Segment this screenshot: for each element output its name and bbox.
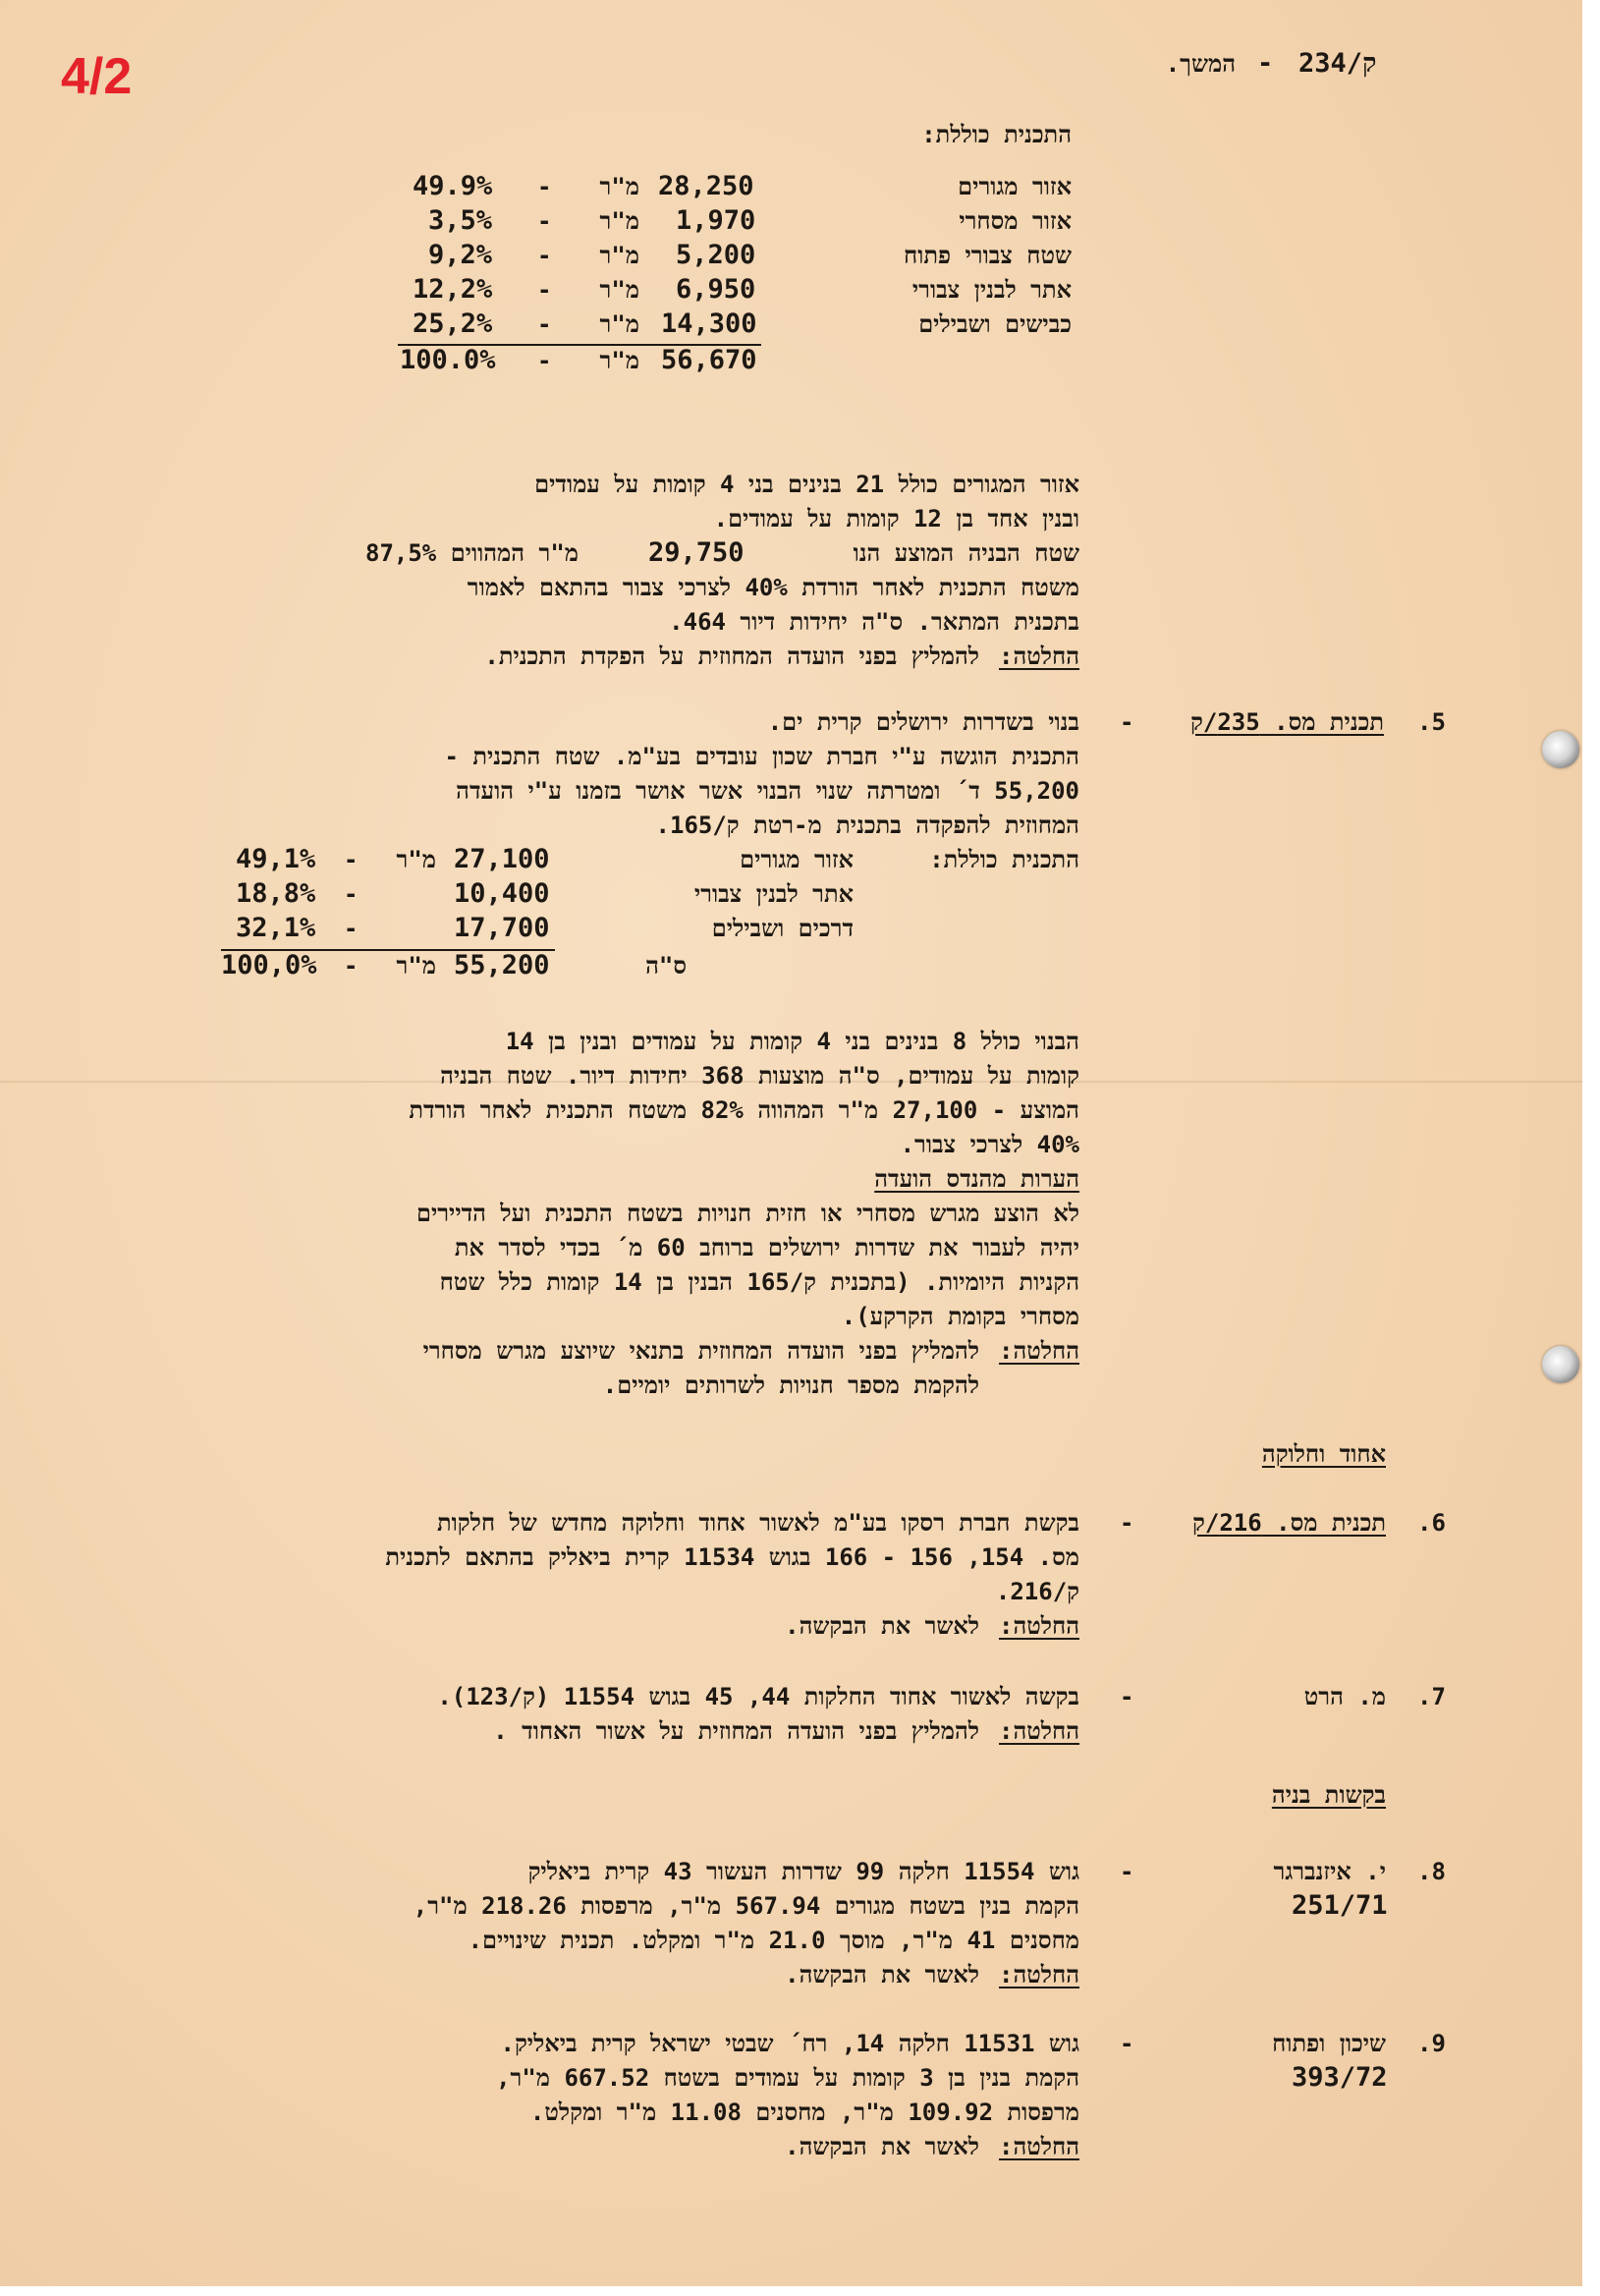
paragraph-line: ובנין אחד בן 12 קומות על עמודים. (713, 505, 1079, 532)
decision-label: החלטה: (999, 1337, 1079, 1365)
paragraph-line: 55,200 ד´ ומטרתה שנוי הבנוי אשר אושר בזמנו ע"י הועדה (456, 777, 1079, 805)
item-number: .6 (1417, 1509, 1446, 1537)
table-row-pct: 9,2% (428, 240, 493, 270)
item-dash: - (1120, 1509, 1134, 1537)
table-row-pct: 49.9% (413, 171, 493, 201)
table-total-pct: 100,0% (221, 950, 317, 980)
paragraph-line: קומות על עמודים, ס"ה מוצעות 368 יחידות דיור. שטח הבניה (440, 1062, 1079, 1090)
decision-text: להמליץ בפני הועדה המחוזית על הפקדת התכנית. (484, 643, 979, 670)
item-number: .5 (1417, 708, 1446, 736)
header-continued: המשך. (1165, 50, 1236, 78)
table-row-label: אתר לבנין צבורי (693, 880, 854, 908)
decision-label: החלטה: (999, 1961, 1079, 1988)
table-row-value: 5,200 (676, 240, 756, 270)
decision-label: החלטה: (999, 2133, 1079, 2160)
paragraph-line: אזור המגורים כולל 21 בנינים בני 4 קומות על עמודים (534, 471, 1079, 498)
table-row-value: 10,400 (454, 878, 550, 909)
table-total-value: 55,200 (454, 950, 550, 980)
table-total-unit: מ"ר (396, 952, 436, 980)
paragraph-line: הקניות היומיות. (בתכנית ק/165 הבנין בן 14 קומות כלל שטח (439, 1268, 1079, 1296)
table-row-dash: - (344, 846, 359, 873)
table-row-value: 17,700 (454, 913, 550, 943)
decision-text: לאשר את הבקשה. (785, 1612, 979, 1640)
table-total-dash: - (537, 347, 552, 374)
table-row-label: אתר לבנין צבורי (911, 276, 1072, 304)
table-row-dash: - (537, 276, 552, 304)
table-row-value: 14,300 (661, 308, 757, 339)
paragraph-line: גוש 11531 חלקה 14, רח´ שבטי ישראל קרית ביאליק. (500, 2030, 1079, 2057)
item-dash: - (1120, 2030, 1134, 2057)
table-row-unit: מ"ר (599, 242, 639, 269)
paragraph-line: בקשת חברת רסקו בע"מ לאשור אחוד וחלוקה מחדש של חלקות (437, 1509, 1079, 1537)
table-row-dash: - (344, 880, 359, 908)
header-ref: 234/ק (1298, 48, 1377, 79)
item-applicant: שיכון ופתוח (1272, 2030, 1386, 2057)
item-number: .7 (1417, 1683, 1446, 1710)
table-row-pct: 12,2% (413, 274, 493, 305)
section-heading: בקשות בניה (1271, 1781, 1386, 1809)
table-row-unit: מ"ר (599, 207, 639, 235)
page-marker: 4/2 (61, 48, 133, 105)
table-row-dash: - (537, 310, 552, 338)
paragraph-line: המחוזית להפקדה בתכנית מ-רטת ק/165. (655, 812, 1079, 839)
item-plan-ref: תכנית מס. 216/ק (1192, 1509, 1386, 1537)
paragraph-line: 40% לצרכי צבור. (900, 1131, 1079, 1158)
paragraph-line: הבנוי כולל 8 בנינים בני 4 קומות על עמודים ובנין בן 14 (505, 1028, 1079, 1055)
paragraph-line: יהיה לעבור את שדרות ירושלים ברוחב 60 מ´ בכדי לסדר את (454, 1234, 1079, 1261)
item-applicant: מ. הרט (1303, 1683, 1386, 1710)
table-row-dash: - (537, 242, 552, 269)
table-total-label: ס"ה (645, 952, 687, 980)
table-row-unit: מ"ר (599, 173, 639, 200)
punch-hole-icon (1542, 731, 1579, 768)
paragraph-number: 29,750 (648, 537, 745, 568)
table-row-pct: 18,8% (236, 878, 316, 909)
table-total-unit: מ"ר (599, 347, 639, 374)
table-row-pct: 49,1% (236, 844, 316, 874)
table-row-dash: - (537, 173, 552, 200)
table-row-unit: מ"ר (396, 846, 436, 873)
decision-text: לאשר את הבקשה. (785, 2133, 979, 2160)
decision-label: החלטה: (999, 643, 1079, 670)
item-number: .8 (1417, 1858, 1446, 1885)
paragraph-line: מרפסות 109.92 מ"ר, מחסנים 11.08 מ"ר ומקלט. (529, 2099, 1079, 2126)
paragraph-line: מס. 154, 156 - 166 בגוש 11534 קרית ביאליק בהתאם לתכנית (385, 1543, 1079, 1571)
plan-includes-label: התכנית כוללת: (921, 121, 1072, 148)
table-row-value: 27,100 (454, 844, 550, 874)
paragraph-line: התכנית הוגשה ע"י חברת שכון עובדים בע"מ. שטח התכנית - (444, 743, 1079, 770)
paragraph-line: מסחרי בקומת הקרקע). (841, 1303, 1079, 1330)
table-row-label: דרכים ושבילים (711, 915, 854, 942)
decision-text: להמליץ בפני הועדה המחוזית על אשור האחוד . (493, 1717, 979, 1745)
table-row-pct: 3,5% (428, 205, 493, 236)
item-file-number: 393/72 (1292, 2062, 1388, 2093)
table-row-dash: - (344, 915, 359, 942)
item-dash: - (1120, 708, 1134, 736)
item-dash: - (1120, 1858, 1134, 1885)
table-total-pct: 100.0% (400, 345, 496, 375)
engineer-notes-title: הערות מהנדס הועדה (874, 1165, 1079, 1193)
decision-label: החלטה: (999, 1717, 1079, 1745)
scan-edge-right (1582, 0, 1600, 2296)
table-row-unit: מ"ר (599, 276, 639, 304)
header-dash: - (1257, 48, 1274, 79)
paragraph-line: הקמת בנין בן 3 קומות על עמודים בשטח 667.52 מ"ר, (496, 2064, 1079, 2092)
decision-text: להקמת מספר חנויות לשרותים יומיים. (602, 1372, 979, 1399)
item-dash: - (1120, 1683, 1134, 1710)
table-row-value: 1,970 (676, 205, 756, 236)
plan-includes-label: התכנית כוללת: (929, 846, 1079, 873)
item-number: .9 (1417, 2030, 1446, 2057)
table-row-pct: 25,2% (413, 308, 493, 339)
paragraph-line: משטח התכנית לאחר הורדת 40% לצרכי צבור בהתאם לאמור (467, 574, 1079, 601)
table-row-label: אזור מגורים (958, 173, 1072, 200)
scan-edge-bottom (0, 2286, 1600, 2296)
table-total-value: 56,670 (661, 345, 757, 375)
table-row-label: אזור מסחרי (959, 207, 1072, 235)
table-row-unit: מ"ר (599, 310, 639, 338)
paragraph-line: שטח הבניה המוצע הנו (853, 539, 1079, 567)
paragraph-line: לא הוצע מגרש מסחרי או חזית חנויות בשטח התכנית ועל הדיירים (415, 1200, 1079, 1227)
table-row-label: כבישים ושבילים (918, 310, 1072, 338)
item-plan-ref: תכנית מס. 235/ק (1190, 708, 1384, 736)
punch-hole-icon (1542, 1346, 1579, 1383)
decision-text: לאשר את הבקשה. (785, 1961, 979, 1988)
paragraph-line: בתכנית המתאר. ס"ה יחידות דיור 464. (669, 608, 1079, 636)
paragraph-line: ק/216. (995, 1578, 1079, 1605)
paragraph-line: גוש 11554 חלקה 99 שדרות העשור 43 קרית ביאליק (527, 1858, 1079, 1885)
item-applicant: י. איזנברגר (1273, 1858, 1386, 1885)
paragraph-line: בקשה לאשור אחוד החלקות 44, 45 בגוש 11554 (ק/123). (437, 1683, 1079, 1710)
decision-text: להמליץ בפני הועדה המחוזית בתנאי שיוצע מגרש מסחרי (422, 1337, 979, 1365)
section-heading: אחוד וחלוקה (1261, 1440, 1386, 1468)
paragraph-line: מחסנים 41 מ"ר, מוסך 21.0 מ"ר ומקלט. תכנית שינויים. (468, 1927, 1079, 1954)
table-row-label: שטח צבורי פתוח (904, 242, 1072, 269)
table-row-value: 6,950 (676, 274, 756, 305)
table-row-dash: - (537, 207, 552, 235)
paragraph-line: הקמת בנין בשטח מגורים 567.94 מ"ר, מרפסות 218.26 מ"ר, (413, 1892, 1079, 1920)
item-file-number: 251/71 (1292, 1890, 1388, 1921)
table-total-dash: - (344, 952, 359, 980)
decision-label: החלטה: (999, 1612, 1079, 1640)
paragraph-line: המוצע - 27,100 מ"ר המהווה 82% משטח התכנית לאחר הורדת (409, 1096, 1079, 1124)
table-row-value: 28,250 (658, 171, 754, 201)
table-row-label: אזור מגורים (740, 846, 854, 873)
table-row-pct: 32,1% (236, 913, 316, 943)
paragraph-line: מ"ר המהווים 87,5% (365, 539, 579, 567)
paragraph-line: בנוי בשדרות ירושלים קרית ים. (767, 708, 1079, 736)
